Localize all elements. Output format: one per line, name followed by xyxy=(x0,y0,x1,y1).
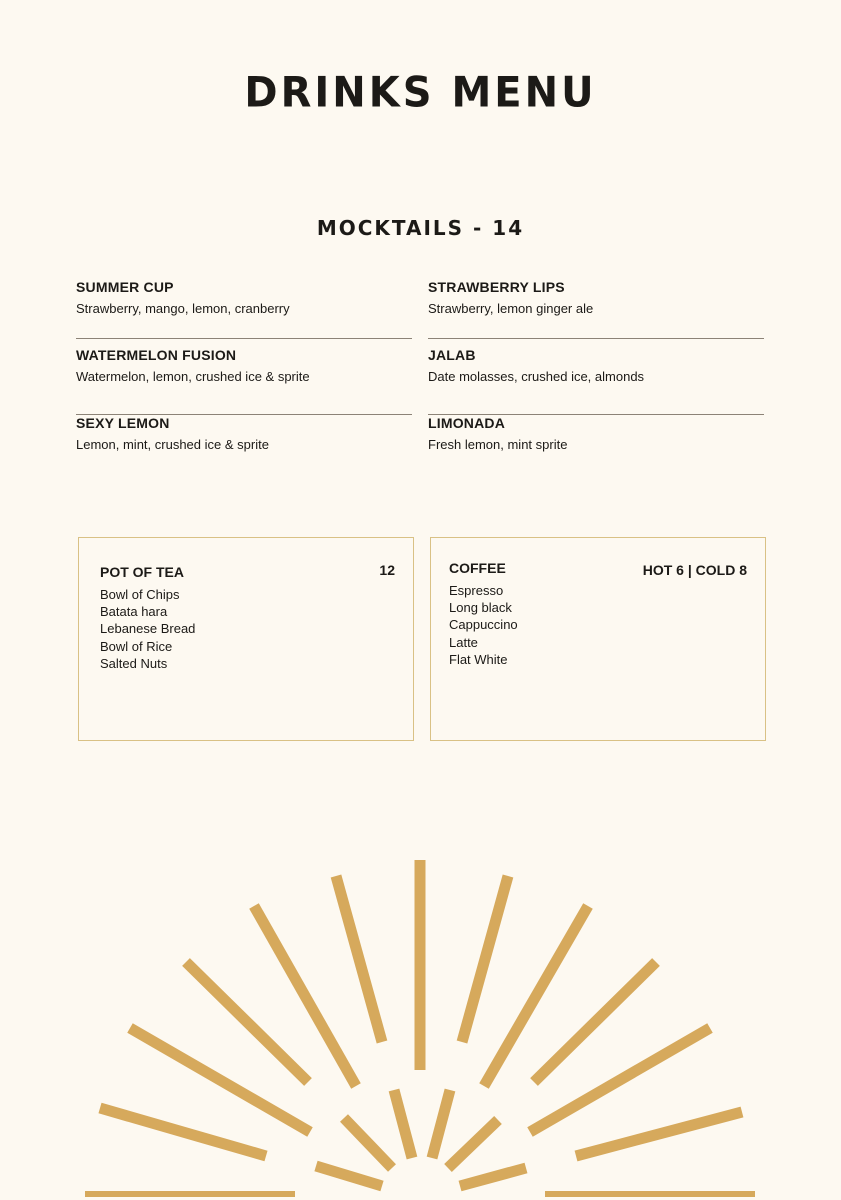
menu-item xyxy=(76,414,412,454)
mocktails-heading: MOCKTAILS - 14 xyxy=(316,216,525,240)
sun-ray xyxy=(344,1118,392,1168)
list-item: Latte xyxy=(449,634,478,650)
item-name: SEXY LEMON xyxy=(76,415,170,431)
sun-ray xyxy=(576,1112,742,1156)
list-item: Espresso xyxy=(449,583,504,598)
tea-list xyxy=(100,586,195,672)
list-item: Long black xyxy=(449,600,512,616)
item-description: Date molasses, crushed ice, almonds xyxy=(428,369,645,384)
item-description: Strawberry, lemon ginger ale xyxy=(428,301,594,316)
item-name: STRAWBERRY LIPS xyxy=(428,279,565,295)
tea-price: 12 xyxy=(379,562,395,578)
sun-ray xyxy=(316,1166,382,1186)
sun-ray xyxy=(130,1028,310,1132)
item-description: Watermelon, lemon, crushed ice & sprite xyxy=(76,369,310,384)
menu-item xyxy=(76,278,412,318)
menu-item xyxy=(428,346,764,386)
sun-ray xyxy=(394,1090,412,1158)
item-description: Lemon, mint, crushed ice & sprite xyxy=(76,437,269,452)
divider xyxy=(428,338,764,339)
coffee-title: COFFEE xyxy=(449,560,506,576)
divider xyxy=(76,338,412,339)
sun-ray xyxy=(100,1108,266,1156)
sun-ray xyxy=(254,906,356,1086)
item-name: LIMONADA xyxy=(428,415,506,431)
sun-ray xyxy=(432,1090,450,1158)
page-title: DRINKS MENU xyxy=(244,68,597,118)
item-description: Strawberry, mango, lemon, cranberry xyxy=(76,301,290,316)
menu-item xyxy=(428,414,764,454)
list-item: Lebanese Bread xyxy=(100,621,196,637)
list-item: Bowl of Rice xyxy=(100,638,173,654)
sun-ray xyxy=(530,1028,710,1132)
sun-ray xyxy=(460,1168,526,1186)
sun-ray xyxy=(484,906,588,1086)
item-name: JALAB xyxy=(428,347,476,363)
menu-item xyxy=(76,346,412,386)
list-item: Batata hara xyxy=(100,604,168,620)
item-description: Fresh lemon, mint sprite xyxy=(428,437,568,452)
tea-title: POT OF TEA xyxy=(100,564,184,580)
item-name: SUMMER CUP xyxy=(76,279,174,295)
sun-ray xyxy=(336,876,382,1042)
coffee-list xyxy=(449,582,518,668)
sun-ray xyxy=(448,1120,498,1168)
tea-box xyxy=(78,537,414,741)
list-item: Salted Nuts xyxy=(100,655,168,671)
list-item: Bowl of Chips xyxy=(100,587,180,602)
list-item: Flat White xyxy=(449,651,508,667)
sun-ray xyxy=(462,876,508,1042)
coffee-price: HOT 6 | COLD 8 xyxy=(642,562,747,578)
menu-item xyxy=(428,278,764,318)
coffee-box xyxy=(430,537,766,741)
item-name: WATERMELON FUSION xyxy=(76,347,237,363)
sunburst-icon xyxy=(0,850,841,1200)
list-item: Cappuccino xyxy=(449,617,518,633)
